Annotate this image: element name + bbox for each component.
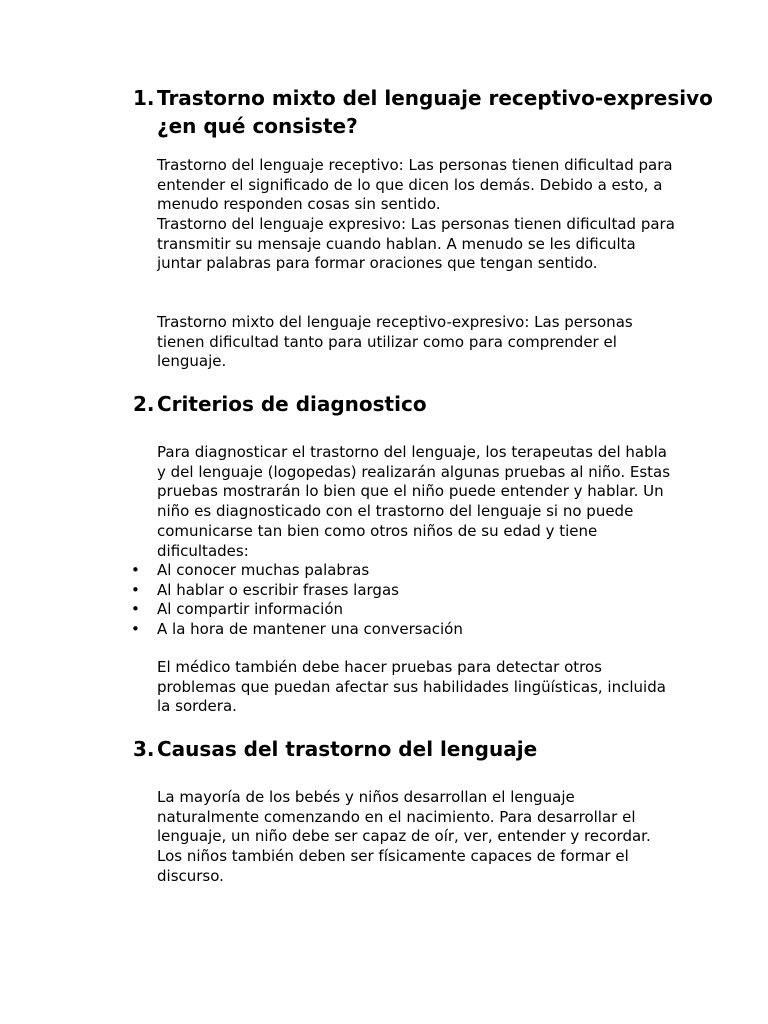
list-item: • Al hablar o escribir frases largas: [131, 580, 399, 599]
section-title: Trastorno mixto del lenguaje receptivo-expresivo ¿en qué consiste?: [157, 86, 713, 138]
bullet-icon: •: [131, 620, 140, 639]
receptive-paragraph: Trastorno del lenguaje receptivo: Las personas tienen dificultad para entender el significado de lo que dicen los demás. Debido a esto, a menudo responden cosas sin sentido.: [157, 156, 673, 214]
section-number: 2.: [133, 392, 155, 416]
bullet-icon: •: [131, 600, 140, 619]
section-number: 1.: [133, 86, 155, 110]
section-number: 3.: [133, 737, 155, 761]
difficulties-list: [131, 561, 677, 640]
expressive-paragraph: Trastorno del lenguaje expresivo: Las personas tienen dificultad para transmitir su mensaje cuando hablan. A menudo se les dificulta juntar palabras para formar oraciones que tengan sentido.: [157, 215, 675, 273]
diagnosis-intro-paragraph: Para diagnosticar el trastorno del lenguaje, los terapeutas del habla y del lenguaje (logopedas) realizarán algunas pruebas al niño. Estas pruebas mostrarán lo bien que el niño puede entender y hablar. Un niño es diagnosticado con el trastorno del lenguaje si no puede comunicarse tan bien como otros niños de su edad y tiene dificultades:: [157, 443, 671, 560]
bullet-icon: •: [131, 580, 140, 599]
mixed-paragraph: Trastorno mixto del lenguaje receptivo-expresivo: Las personas tienen dificultad tanto para utilizar como para comprender el lenguaje.: [157, 313, 633, 371]
section-2-heading: [133, 390, 733, 418]
bullet-icon: •: [131, 561, 140, 579]
list-item: • A la hora de mantener una conversación: [131, 620, 463, 639]
list-item: • Al conocer muchas palabras: [131, 561, 370, 579]
section-3-heading: [133, 735, 733, 763]
section-title: Causas del trastorno del lenguaje: [157, 737, 538, 761]
section-1-heading: [133, 84, 733, 140]
causes-paragraph: La mayoría de los bebés y niños desarrollan el lenguaje naturalmente comenzando en el nacimiento. Para desarrollar el lenguaje, un niño debe ser capaz de oír, ver, entender y recordar. Los niños también deben ser físicamente capaces de formar el discurso.: [157, 788, 651, 885]
diagnosis-closing-paragraph: El médico también debe hacer pruebas para detectar otros problemas que puedan afectar sus habilidades lingüísticas, incluida la sordera.: [157, 658, 666, 716]
section-title: Criterios de diagnostico: [157, 392, 427, 416]
list-item: • Al compartir información: [131, 600, 344, 619]
